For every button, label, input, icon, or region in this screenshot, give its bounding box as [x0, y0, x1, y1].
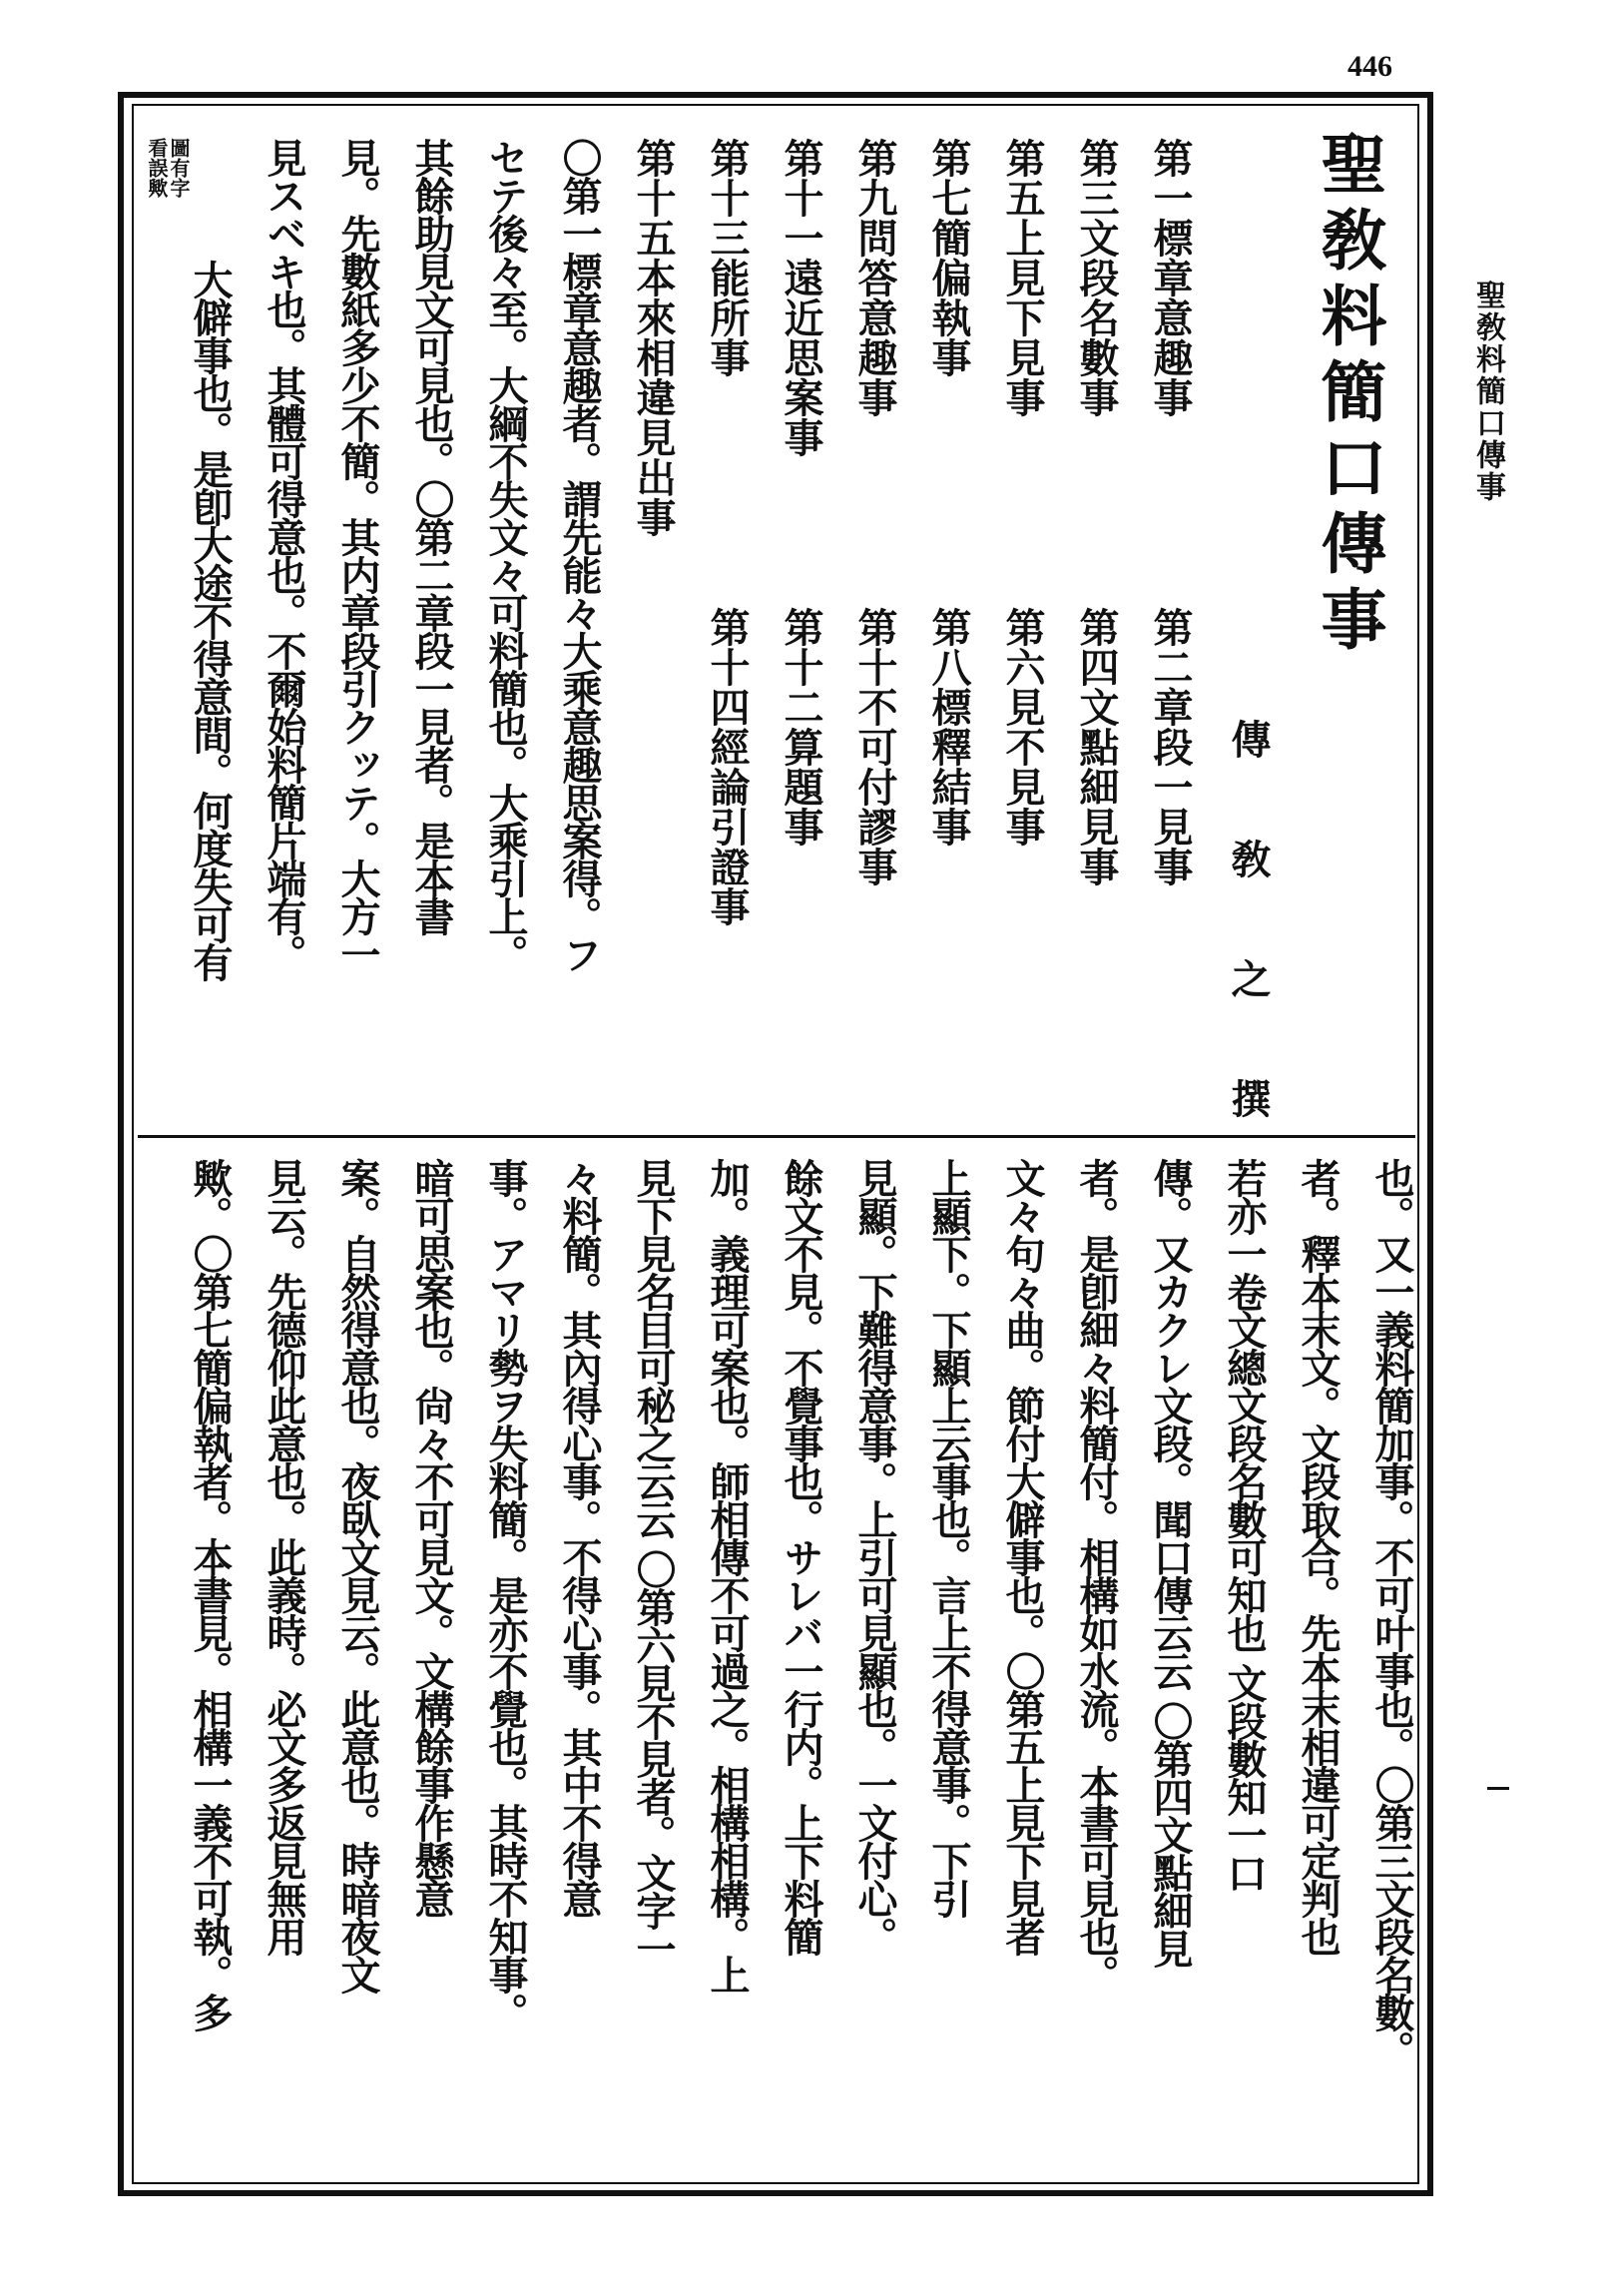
body-column: 見下見名目可秘之云云 〇第六見不見者。文字一	[630, 1158, 677, 1967]
toc-item: 第十三能所事	[704, 138, 751, 377]
page-number: 446	[1347, 50, 1392, 83]
toc-item: 第十二算題事	[778, 607, 824, 847]
body-column: 者。釋本末文。文段取合。先本末相違可定判也	[1295, 1158, 1341, 1955]
margin-mark	[1487, 1787, 1509, 1790]
toc-item: 第四文點細見事	[1073, 607, 1120, 886]
body-column: 歟。〇第七簡偏執者。本書見。相構一義不可執。多	[187, 1158, 234, 2030]
body-column: 暗可思案也。尙々不可見文。文構餘事作懸意	[408, 1158, 455, 1917]
body-column: 々料簡。其內得心事。不得心事。其中不得意	[556, 1158, 603, 1917]
section-divider	[138, 1135, 1415, 1138]
body-column: 事。アマリ勢ヲ失料簡。是亦不覺也。其時不知事。	[482, 1158, 529, 2030]
body-column: 見スベキ也。其體可得意也。不爾始料簡片端有。	[261, 138, 307, 972]
body-column: 大僻事也。是卽大途不得意間。何度失可有	[187, 260, 234, 980]
body-column: 見。先數紙多少不簡。其内章段引クッテ。大方一	[334, 138, 381, 972]
body-column: 其餘助見文可見也。〇第二章段一見者。是本書	[408, 138, 455, 934]
author-line: 傳 敎 之 撰	[1225, 719, 1272, 1138]
body-column: 見顯。下難得意事。上引可見顯也。一文付心。	[851, 1158, 898, 1955]
toc-item: 第一標章意趣事	[1147, 138, 1194, 417]
body-column: 〇第一標章意趣者。謂先能々大乘意趣思案得。フ	[556, 138, 603, 972]
body-column: 若亦一卷文總文段名數可知也 文段數知一口	[1221, 1158, 1268, 1891]
body-column: 加。義理可案也。師相傳不可過之。相構相構。上	[704, 1158, 751, 1993]
toc-item: 第八標釋結事	[925, 607, 972, 847]
page-title: 聖敎料簡口傳事	[1310, 130, 1387, 661]
body-column: 也。又一義料簡加事。不可叶事也。〇第三文段名數。	[1368, 1158, 1415, 2068]
body-column: 見云。先德仰此意也。此義時。必文多返見無用	[261, 1158, 307, 1955]
toc-item: 第五上見下見事	[999, 138, 1046, 417]
editorial-note: 圖有字 看誤歟	[145, 138, 191, 198]
toc-item: 第九問答意趣事	[851, 138, 898, 417]
body-column: 文々句々曲。節付大僻事也。〇第五上見下見者	[999, 1158, 1046, 1955]
body-column: セテ後々至。大綱不失文々可料簡也。大乘引上。	[482, 138, 529, 972]
toc-item: 第十一遠近思案事	[778, 138, 824, 457]
toc-item: 第十四經論引證事	[704, 607, 751, 926]
toc-item: 第十不可付謬事	[851, 607, 898, 886]
body-column: 傳。又カクレ文段。聞口傳云云 〇第四文點細見	[1147, 1158, 1194, 1967]
toc-item: 第二章段一見事	[1147, 607, 1194, 886]
toc-item: 第七簡偏執事	[925, 138, 972, 377]
body-column: 上顯下。下顯上云事也。言上不得意事。下引	[925, 1158, 972, 1917]
body-column: 餘文不見。不覺事也。サレバ一行内。上下料簡	[778, 1158, 824, 1955]
running-head: 聖敎料簡口傳事	[1470, 280, 1505, 503]
body-column: 案。自然得意也。夜臥文見云。此意也。時暗夜文	[334, 1158, 381, 1993]
toc-item: 第十五本來相違見出事	[630, 138, 677, 537]
toc-item: 第三文段名數事	[1073, 138, 1120, 417]
toc-item: 第六見不見事	[999, 607, 1046, 847]
body-column: 者。是卽細々料簡付。相構如水流。本書可見也。	[1073, 1158, 1120, 1993]
